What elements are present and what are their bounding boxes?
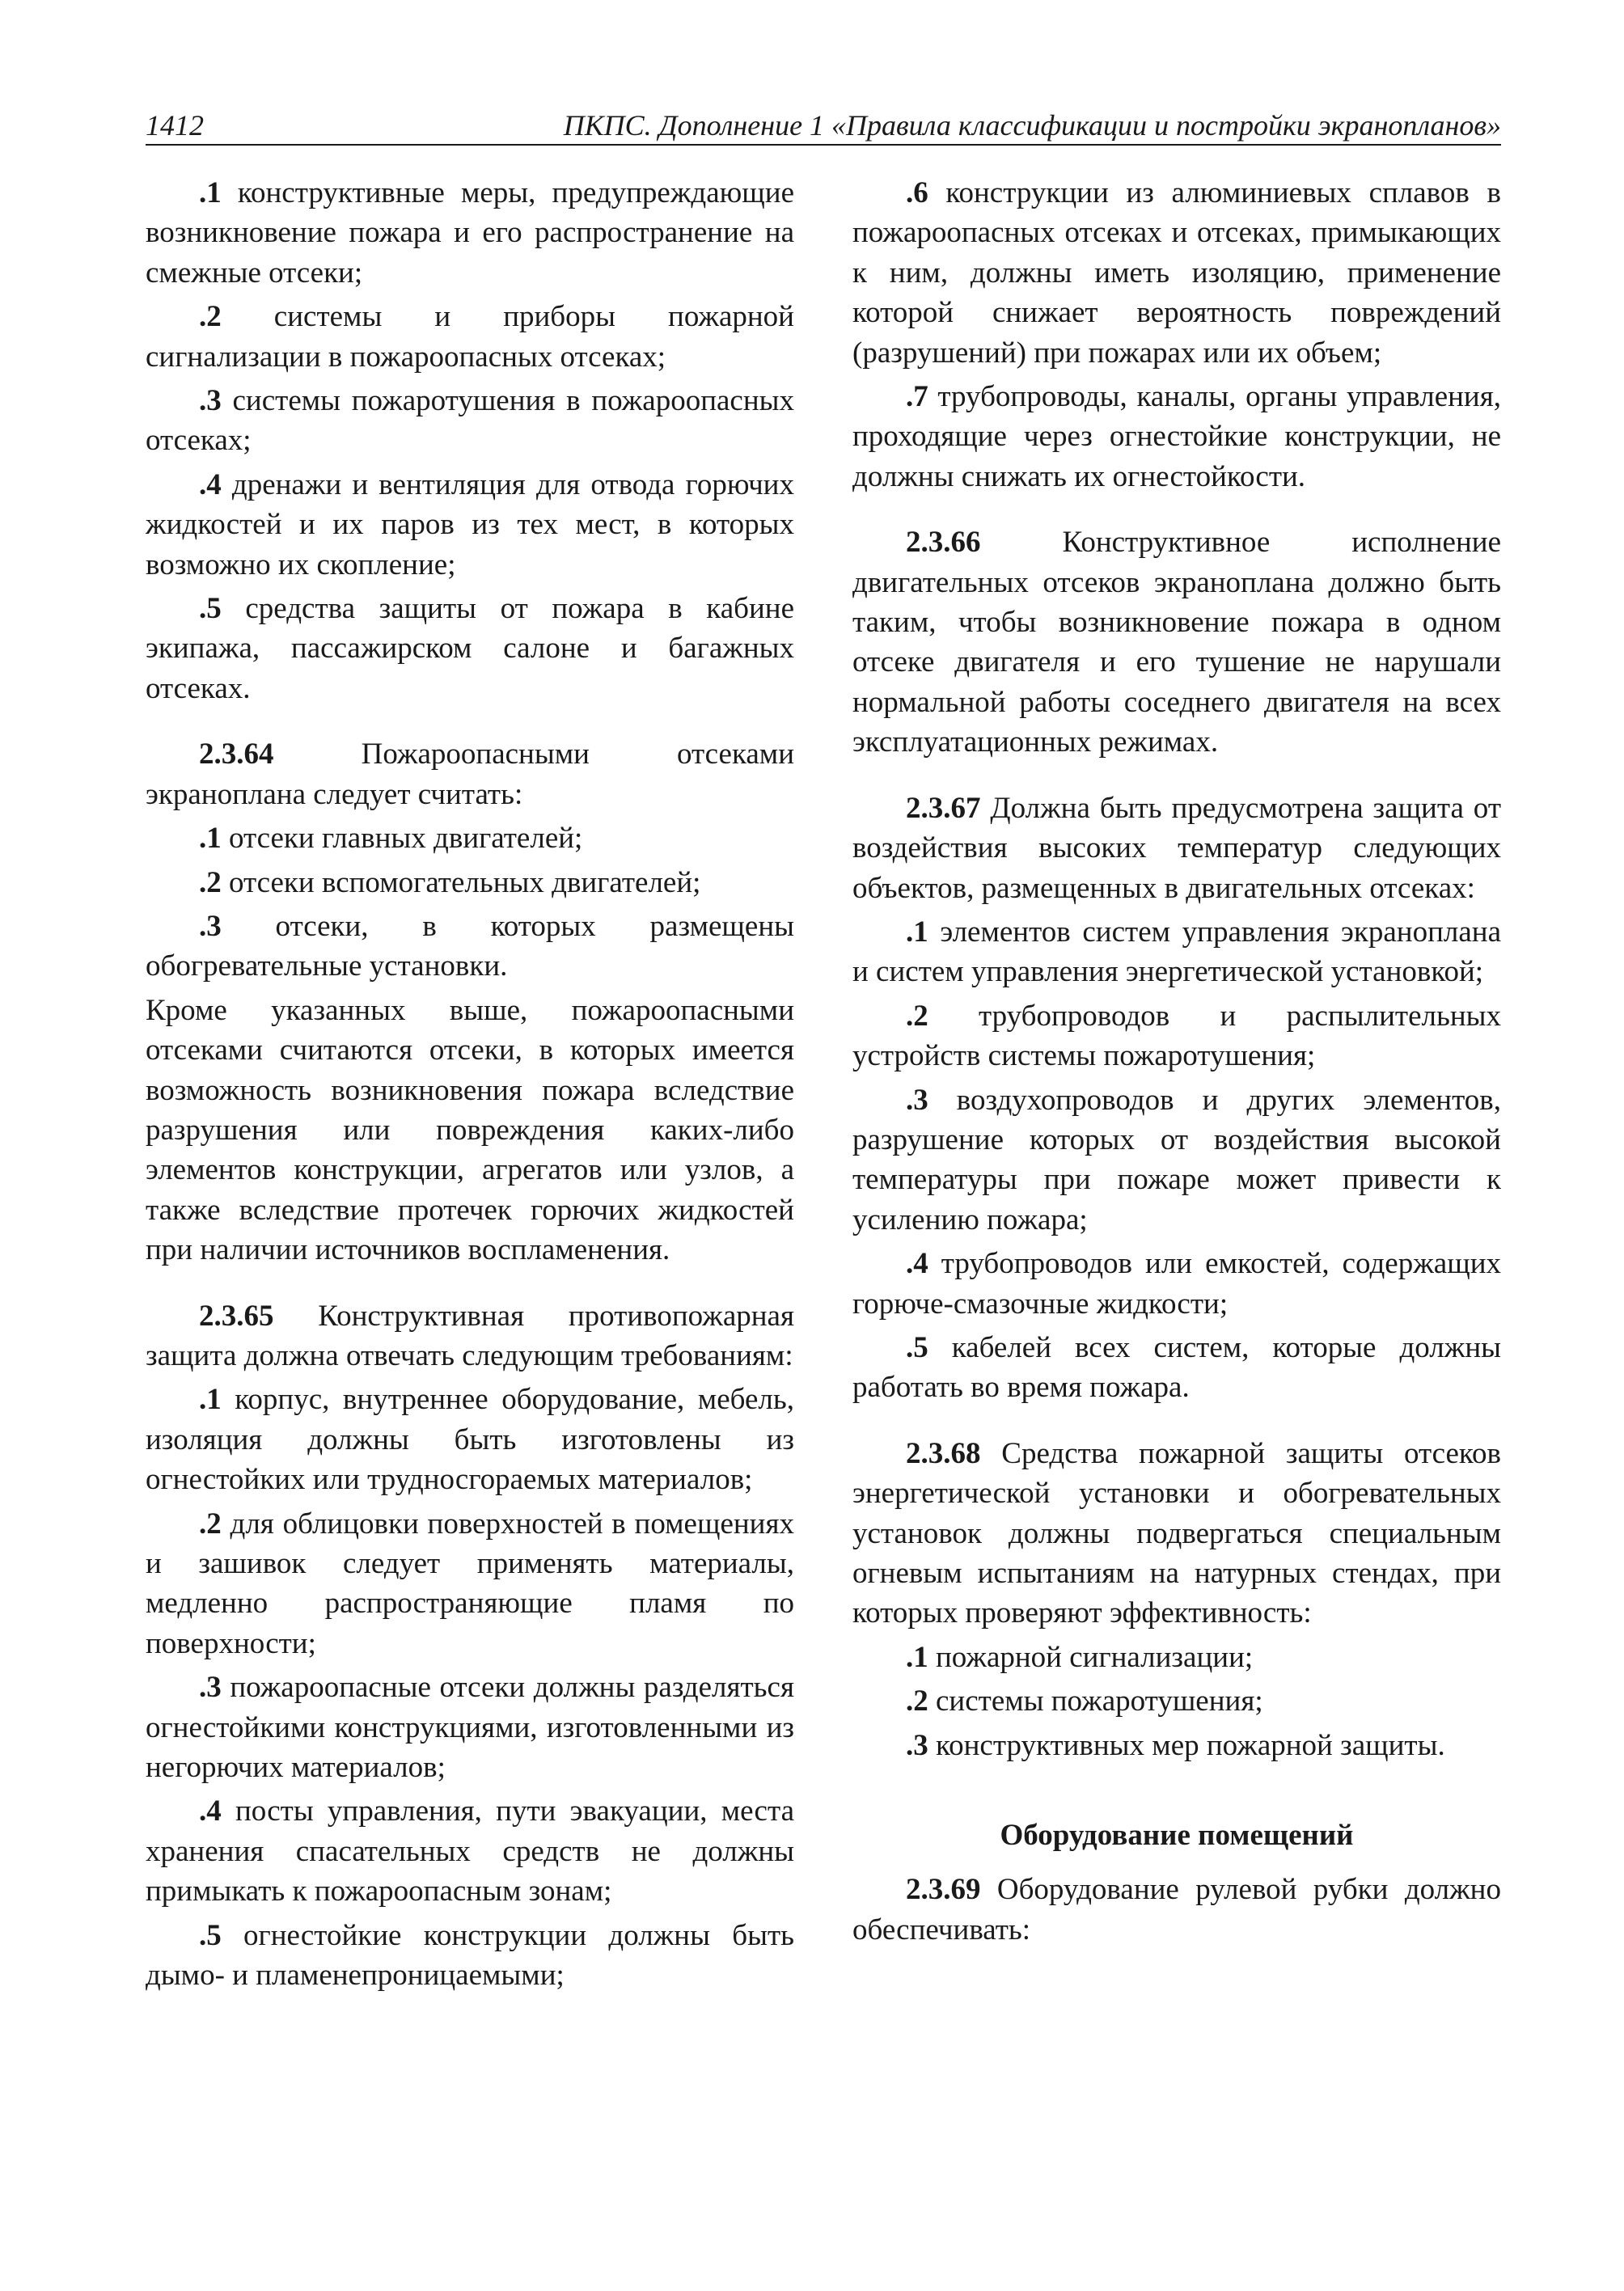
item-number: .3 <box>199 1671 222 1705</box>
item-number: .7 <box>906 380 928 414</box>
paragraph <box>146 907 794 987</box>
item-text: конструкции из алюминиевых сплавов в пожароопасных отсеках и отсеках, примыкающих к ним, должны иметь изоляцию, применение которой снижает вероятность повреждений (разрушений) при пожарах или их объем; <box>852 176 1501 370</box>
item-text: конструктивных мер пожарной защиты. <box>928 1728 1445 1762</box>
paragraph <box>146 818 794 858</box>
item-number: .6 <box>906 176 928 209</box>
item-text: посты управления, пути эвакуации, места хранения спасательных средств не должны примыкать к пожароопасным зонам; <box>146 1794 794 1908</box>
paragraph <box>146 1916 794 1996</box>
item-number: .2 <box>199 1507 222 1541</box>
item-number: .1 <box>199 176 222 209</box>
item-number: .2 <box>199 300 222 334</box>
running-title: ПКПС. Дополнение 1 «Правила классификации и постройки экранопланов» <box>563 109 1501 142</box>
item-text: пожароопасные отсеки должны разделяться огнестойкими конструкциями, изготовленными из негорючих материалов; <box>146 1671 794 1785</box>
left-column <box>146 173 794 1999</box>
item-number: .5 <box>199 1918 222 1952</box>
item-number: .3 <box>199 909 222 943</box>
section-paragraph <box>146 1296 794 1376</box>
item-text: пожарной сигнализации; <box>928 1640 1254 1674</box>
item-text: огнестойкие конструкции должны быть дымо- и пламенепроницаемыми; <box>146 1918 794 1993</box>
paragraph <box>852 1681 1501 1721</box>
section-number: 2.3.66 <box>906 526 981 560</box>
paragraph <box>146 1504 794 1664</box>
paragraph <box>146 863 794 902</box>
item-text: отсеки вспомогательных двигателей; <box>221 865 701 899</box>
item-text: Пожароопасными отсеками экраноплана следует считать: <box>146 738 794 811</box>
item-text: системы пожаротушения; <box>928 1684 1263 1718</box>
paragraph <box>146 589 794 708</box>
paragraph <box>852 1328 1501 1408</box>
paragraph <box>146 1380 794 1499</box>
item-text: трубопроводов и распылительных устройств системы пожаротушения; <box>852 999 1501 1073</box>
item-text: отсеки, в которых размещены обогревательные установки. <box>146 909 794 983</box>
item-text: дренажи и вентиляция для отвода горючих жидкостей и их паров из тех мест, в которых возможно их скопление; <box>146 467 794 581</box>
item-text: для облицовки поверхностей в помещениях и зашивок следует применять материалы, медленно распространяющие пламя по поверхности; <box>146 1507 794 1660</box>
item-text: корпус, внутреннее оборудование, мебель, изоляция должны быть изготовлены из огнестойких или трудносгораемых материалов; <box>146 1383 794 1497</box>
section-paragraph <box>146 734 794 814</box>
section-number: 2.3.68 <box>906 1436 981 1470</box>
item-text: системы пожаротушения в пожароопасных отсеках; <box>146 384 794 458</box>
paragraph <box>146 173 794 293</box>
section-paragraph <box>852 1434 1501 1634</box>
item-text: Средства пожарной защиты отсеков энергетической установки и обогревательных установок должны подвергаться специальным огневым испытаниям на натурных стендах, при которых проверяют эффективность: <box>852 1436 1501 1630</box>
section-heading: Оборудование помещений <box>1000 1819 1354 1853</box>
section-paragraph <box>852 1870 1501 1950</box>
item-text: отсеки главных двигателей; <box>221 822 583 856</box>
item-text: Конструктивная противопожарная защита должна отвечать следующим требованиям: <box>146 1299 794 1372</box>
paragraph <box>852 377 1501 497</box>
item-number: .1 <box>199 1383 222 1417</box>
item-number: .3 <box>906 1083 928 1117</box>
item-text: элементов систем управления экраноплана и систем управления энергетической установкой; <box>852 915 1501 989</box>
paragraph <box>852 1080 1501 1241</box>
paragraph <box>852 1726 1501 1765</box>
paragraph <box>146 1668 794 1787</box>
item-text: конструктивные меры, предупреждающие возникновение пожара и его распространение на смежные отсеки; <box>146 176 794 290</box>
item-text: Конструктивное исполнение двигательных отсеков экраноплана должно быть таким, чтобы возникновение пожара в одном отсеке двигателя и его тушение не нарушали нормальной работы соседнего двигателя на всех эксплуатационных режимах. <box>852 526 1501 759</box>
item-number: .2 <box>199 865 222 899</box>
paragraph <box>852 996 1501 1076</box>
item-number: .5 <box>199 592 222 626</box>
section-number: 2.3.67 <box>906 791 981 825</box>
page-number: 1412 <box>146 109 204 142</box>
page-header <box>146 108 1501 142</box>
item-number: .5 <box>906 1330 928 1364</box>
item-text: Должна быть предусмотрена защита от воздействия высоких температур следующих объектов, размещенных в двигательных отсеках: <box>852 791 1501 905</box>
paragraph <box>146 991 794 1270</box>
item-number: .2 <box>906 1684 928 1718</box>
section-paragraph <box>852 522 1501 762</box>
paragraph <box>852 1244 1501 1324</box>
item-number: .4 <box>906 1247 928 1281</box>
paragraph <box>146 297 794 377</box>
item-number: .1 <box>906 1640 928 1674</box>
item-number: .2 <box>906 999 928 1033</box>
paragraph <box>852 1638 1501 1677</box>
section-number: 2.3.65 <box>199 1299 274 1333</box>
section-number: 2.3.69 <box>906 1873 981 1907</box>
item-text: трубопроводов или емкостей, содержащих горюче-смазочные жидкости; <box>852 1247 1501 1321</box>
item-number: .1 <box>199 822 222 856</box>
item-text: кабелей всех систем, которые должны работать во время пожара. <box>852 1330 1501 1405</box>
section-number: 2.3.64 <box>199 738 274 771</box>
paragraph <box>146 381 794 461</box>
item-text: Оборудование рулевой рубки должно обеспечивать: <box>852 1873 1501 1947</box>
item-number: .1 <box>906 915 928 949</box>
item-text: трубопроводы, каналы, органы управления, проходящие через огнестойкие конструкции, не должны снижать их огнестойкости. <box>852 380 1501 493</box>
paragraph <box>146 465 794 585</box>
item-text: Кроме указанных выше, пожароопасными отсеками считаются отсеки, в которых имеется возможность возникновения пожара вследствие разрушения или повреждения каких-либо элементов конструкции, агрегатов или узлов, а также вследствие протечек горючих жидкостей при наличии источников воспламенения. <box>146 993 794 1267</box>
right-column <box>852 173 1501 1954</box>
item-number: .4 <box>199 467 222 501</box>
item-number: .3 <box>906 1728 928 1762</box>
item-number: .3 <box>199 384 222 418</box>
item-text: системы и приборы пожарной сигнализации в пожароопасных отсеках; <box>146 300 794 374</box>
item-number: .4 <box>199 1794 222 1828</box>
item-text: воздухопроводов и других элементов, разрушение которых от воздействия высокой температуры при пожаре может привести к усилению пожара; <box>852 1083 1501 1236</box>
paragraph <box>146 1791 794 1911</box>
header-rule <box>146 144 1501 146</box>
item-text: средства защиты от пожара в кабине экипажа, пассажирском салоне и багажных отсеках. <box>146 592 794 705</box>
section-paragraph <box>852 788 1501 908</box>
paragraph <box>852 912 1501 992</box>
paragraph <box>852 173 1501 373</box>
